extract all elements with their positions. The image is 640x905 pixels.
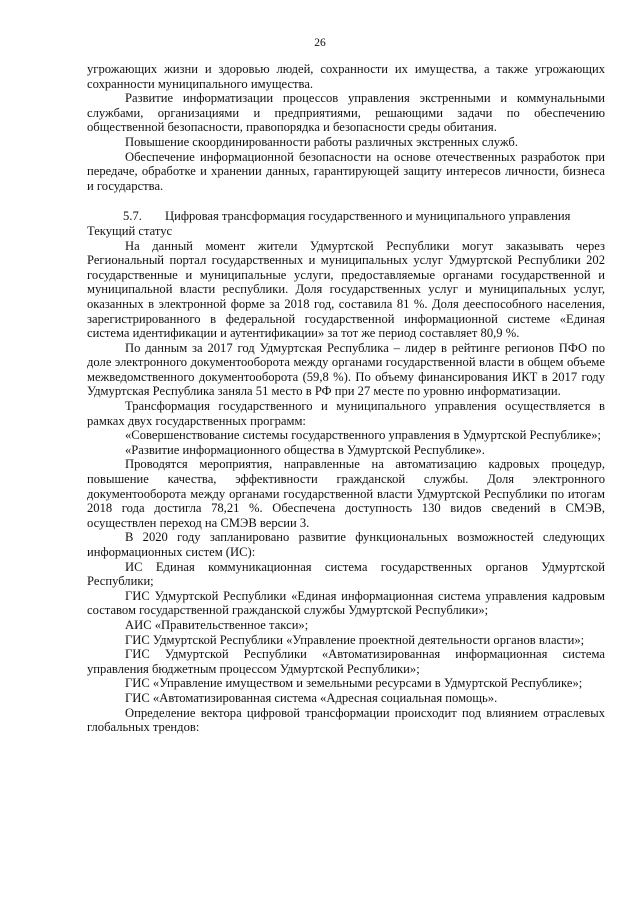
subheading: Текущий статус [87,223,173,238]
section-number: 5.7. [123,209,142,224]
system-item-7: ГИС «Автоматизированная система «Адресная социальная помощь». [125,690,498,705]
section-title: Цифровая трансформация государственного и муниципального управления [165,209,571,224]
paragraph-intro-3: Повышение скоординированности работы различных экстренных служб. [125,134,518,149]
page-content [87,62,605,735]
paragraph-status-1: На данный момент жители Удмуртской Республики могут заказывать через Региональный портал государственных и муниципальных услуг Удмуртской Республики 202 государственные и муниципальные услуги, предоставляемые органами государственной и муниципальной власти республики. Доля государственных услуг и муниципальных услуг, оказанных в электронной форме за 2018 год, составила 81 %. Доля дееспособного населения, зарегистрированного в федеральной государственной информационной системе «Единая система идентификации и аутентификации» за тот же период составляет 80,9 %. [87,238,605,341]
program-item-1: «Совершенствование системы государственного управления в Удмуртской Республике»; [125,428,601,443]
system-item-3: АИС «Правительственное такси»; [125,617,309,632]
paragraph-intro-2: Развитие информатизации процессов управления экстренными и коммунальными службами, организациями и предприятиями, решающими задачи по обеспечению общественной безопасности, правопорядка и безопасности среды обитания. [87,91,605,135]
system-item-4: ГИС Удмуртской Республики «Управление проектной деятельности органов власти»; [125,632,585,647]
system-item-2: ГИС Удмуртской Республики «Единая информационная система управления кадровым составом государственной гражданской службы Удмуртской Республики»; [87,588,605,618]
paragraph-trends: Определение вектора цифровой трансформации происходит под влиянием отраслевых глобальных трендов: [87,705,605,735]
section-heading [87,209,605,224]
paragraph-status-2: По данным за 2017 год Удмуртская Республика – лидер в рейтинге регионов ПФО по доле электронного документооборота между органами государственной власти в общем объеме межведомственного документооборота (59,8 %). По объему финансирования ИКТ в 2017 году Удмуртская Республика заняла 51 место в РФ при 27 месте по уровню информатизации. [87,340,605,399]
paragraph-measures: Проводятся мероприятия, направленные на автоматизацию кадровых процедур, повышение качества, эффективности гражданской службы. Доля электронного документооборота между органами государственной власти Удмуртской Республики по итогам 2018 года достигла 78,21 %. Обеспечена доступность 130 видов сведений в СМЭВ, осуществлен переход на СМЭВ версии 3. [87,457,605,530]
program-item-2: «Развитие информационного общества в Удмуртской Республике». [125,442,485,457]
system-item-1: ИС Единая коммуникационная система государственных органов Удмуртской Республики; [87,559,605,589]
paragraph-programs-intro: Трансформация государственного и муниципального управления осуществляется в рамках двух государственных программ: [87,399,605,428]
paragraph-plans-2020: В 2020 году запланировано развитие функциональных возможностей следующих информационных систем (ИС): [87,530,605,559]
system-item-6: ГИС «Управление имуществом и земельными ресурсами в Удмуртской Республике»; [125,676,583,691]
page-number: 26 [314,37,326,49]
system-item-5: ГИС Удмуртской Республики «Автоматизированная информационная система управления бюджетным процессом Удмуртской Республики»; [87,647,605,676]
paragraph-intro-1: угрожающих жизни и здоровью людей, сохранности их имущества, а также угрожающих сохранности муниципального имущества. [87,62,605,91]
paragraph-intro-4: Обеспечение информационной безопасности на основе отечественных разработок при передаче, обработке и хранении данных, гарантирующей защиту интересов личности, бизнеса и государства. [87,149,605,193]
